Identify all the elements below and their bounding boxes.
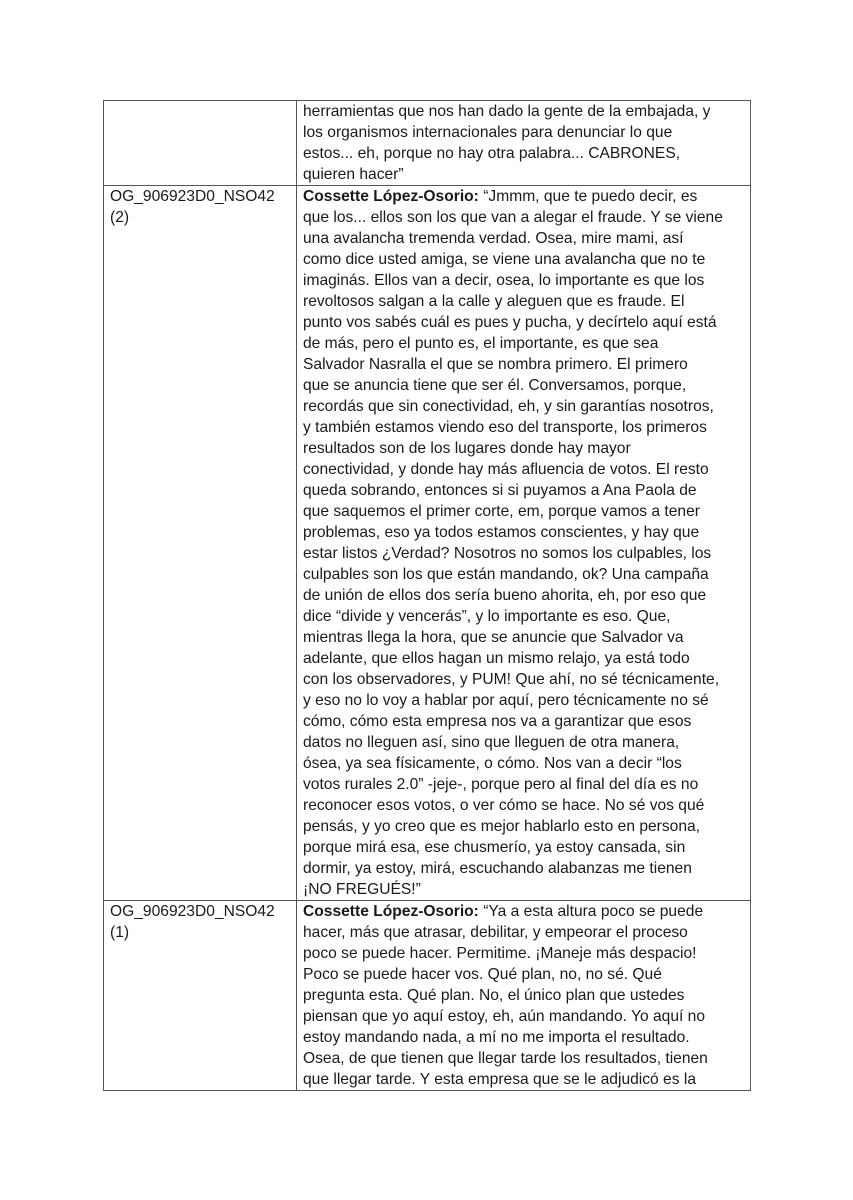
quote-start: “Ya a esta altura poco se puede [478, 903, 704, 920]
transcript-line: de unión de ellos dos sería bueno ahorita, eh, por eso que [303, 587, 707, 604]
transcript-line: y también estamos viendo eso del transporte, los primeros [303, 419, 707, 436]
transcript-line: que se anuncia tiene que ser él. Conversamos, porque, [303, 377, 687, 394]
transcript-line: pregunta esta. Qué plan. No, el único plan que ustedes [303, 987, 685, 1004]
transcript-line: quieren hacer” [303, 166, 404, 183]
transcript-line: de más, pero el punto es, el importante, es que sea [303, 335, 659, 352]
quote-start: “Jmmm, que te puedo decir, es [478, 188, 698, 205]
transcript-line: ¡NO FREGUÉS!” [303, 881, 421, 898]
transcript-line: cómo, cómo esta empresa nos va a garantizar que esos [303, 713, 692, 730]
recording-id-cell [104, 186, 297, 901]
transcript-line: Osea, de que tienen que llegar tarde los resultados, tienen [303, 1050, 708, 1067]
transcript-line: que llegar tarde. Y esta empresa que se le adjudicó es la [303, 1071, 696, 1088]
transcript-line: recordás que sin conectividad, eh, y sin garantías nosotros, [303, 398, 714, 415]
transcript-line: revoltosos salgan a la calle y aleguen que es fraude. El [303, 293, 685, 310]
recording-id: OG_906923D0_NSO42 [110, 903, 275, 920]
transcript-text-cell [297, 901, 751, 1091]
transcript-line: poco se puede hacer. Permitime. ¡Maneje más despacio! [303, 945, 697, 962]
transcript-line: punto vos sabés cuál es pues y pucha, y decírtelo aquí está [303, 314, 717, 331]
transcript-line: una avalancha tremenda verdad. Osea, mire mami, así [303, 230, 684, 247]
transcript-line: piensan que yo aquí estoy, eh, aún mandando. Yo aquí no [303, 1008, 706, 1025]
table-row [104, 901, 751, 1091]
speaker-name: Cossette López-Osorio: [303, 188, 479, 205]
transcript-line: resultados son de los lugares donde hay mayor [303, 440, 631, 457]
transcript-line: problemas, eso ya todos estamos conscientes, y hay que [303, 524, 700, 541]
transcript-line: hacer, más que atrasar, debilitar, y empeorar el proceso [303, 924, 688, 941]
transcript-line: conectividad, y donde hay más afluencia de votos. El resto [303, 461, 709, 478]
first-line [303, 901, 744, 922]
table-row [104, 186, 751, 901]
transcript-line: culpables son los que están mandando, ok? Una campaña [303, 566, 709, 583]
recording-id-suffix: (2) [110, 209, 130, 226]
transcript-line: pensás, y yo creo que es mejor hablarlo esto en persona, [303, 818, 701, 835]
transcript-line: imaginás. Ellos van a decir, osea, lo importante es que los [303, 272, 705, 289]
transcript-line: y eso no lo voy a hablar por aquí, pero técnicamente no sé [303, 692, 709, 709]
transcript-line: datos no lleguen así, sino que lleguen de otra manera, [303, 734, 680, 751]
transcript-line: dormir, ya estoy, mirá, escuchando alabanzas me tienen [303, 860, 692, 877]
transcript-line: votos rurales 2.0” -jeje-, porque pero al final del día es no [303, 776, 699, 793]
recording-id-cell [104, 101, 297, 186]
transcript-line: adelante, que ellos hagan un mismo relajo, ya está todo [303, 650, 690, 667]
transcript-line: herramientas que nos han dado la gente de la embajada, y [303, 103, 711, 120]
speaker-name: Cossette López-Osorio: [303, 903, 479, 920]
transcript-line: que los... ellos son los que van a alegar el fraude. Y se viene [303, 209, 723, 226]
transcript-line: estar listos ¿Verdad? Nosotros no somos los culpables, los [303, 545, 712, 562]
transcript-table [103, 100, 751, 1091]
recording-id-cell [104, 901, 297, 1091]
transcript-text-cell [297, 186, 751, 901]
transcript-line: dice “divide y vencerás”, y lo importante es eso. Que, [303, 608, 671, 625]
transcript-line: Poco se puede hacer vos. Qué plan, no, no sé. Qué [303, 966, 662, 983]
transcript-line: estoy mandando nada, a mí no me importa el resultado. [303, 1029, 690, 1046]
transcript-line: porque mirá esa, ese chusmerío, ya estoy cansada, sin [303, 839, 686, 856]
transcript-line: reconocer esos votos, o ver cómo se hace. No sé vos qué [303, 797, 705, 814]
transcript-line: los organismos internacionales para denunciar lo que [303, 124, 673, 141]
transcript-line: Salvador Nasralla el que se nombra primero. El primero [303, 356, 688, 373]
transcript-line: estos... eh, porque no hay otra palabra... CABRONES, [303, 145, 681, 162]
transcript-line: ósea, ya sea físicamente, o cómo. Nos van a decir “los [303, 755, 682, 772]
transcript-line: queda sobrando, entonces si si puyamos a Ana Paola de [303, 482, 697, 499]
table-row [104, 101, 751, 186]
recording-id: OG_906923D0_NSO42 [110, 188, 275, 205]
transcript-line: como dice usted amiga, se viene una avalancha que no te [303, 251, 706, 268]
transcript-line: que saquemos el primer corte, em, porque vamos a tener [303, 503, 700, 520]
transcript-text-cell [297, 101, 751, 186]
recording-id-suffix: (1) [110, 924, 130, 941]
transcript-line: con los observadores, y PUM! Que ahí, no sé técnicamente, [303, 671, 720, 688]
first-line [303, 186, 744, 207]
transcript-line: mientras llega la hora, que se anuncie que Salvador va [303, 629, 684, 646]
